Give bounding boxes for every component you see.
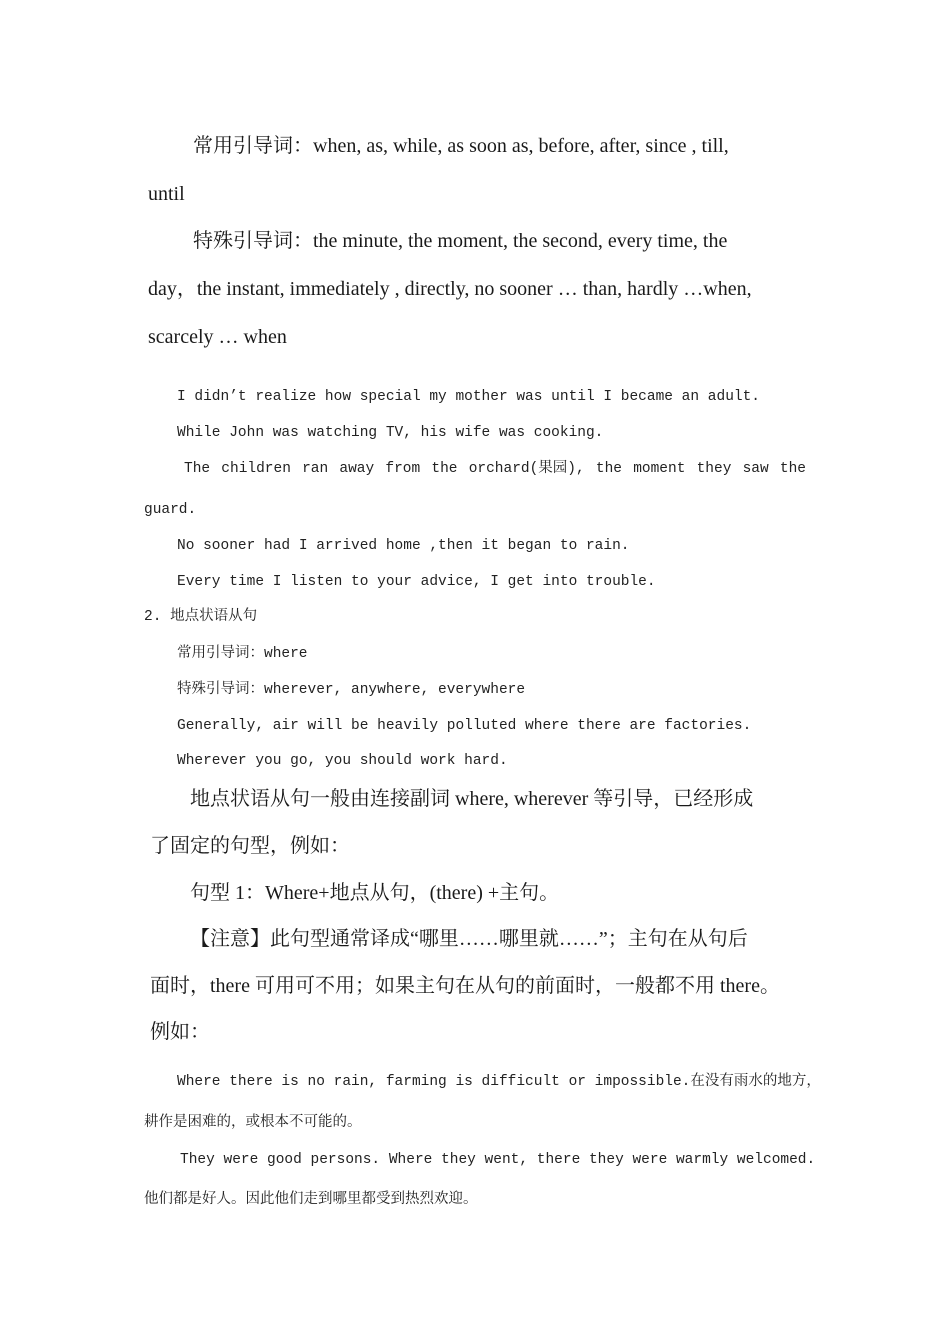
special-conjunctions-words: the minute, the moment, the second, every time, the bbox=[313, 230, 728, 252]
time-example-4: No sooner had I arrived home ,then it began to rain. bbox=[177, 538, 630, 554]
time-example-3: The children ran away from the orchard(果园), the moment they saw the bbox=[184, 461, 806, 477]
common-conjunctions-line bbox=[193, 134, 783, 158]
time-example-2: While John was watching TV, his wife was cooking. bbox=[177, 425, 604, 441]
common-conjunctions-label: 常用引导词： bbox=[193, 135, 313, 157]
common-conjunctions-words: when, as, while, as soon as, before, after, since , till, bbox=[313, 135, 729, 157]
place-special-conjunctions: 特殊引导词：wherever, anywhere, everywhere bbox=[177, 682, 526, 698]
note-line-3: 例如： bbox=[150, 1021, 210, 1043]
time-example-3-continuation: guard. bbox=[144, 502, 197, 518]
place-example-3-translation: 耕作是困难的，或根本不可能的。 bbox=[144, 1115, 362, 1131]
sentence-pattern-1: 句型 1：Where+地点从句，(there) +主句。 bbox=[190, 882, 560, 904]
special-conjunctions-line-2: day，the instant, immediately , directly, no sooner … than, hardly …when, bbox=[148, 278, 752, 300]
note-line-2: 面时，there 可用可不用；如果主句在从句的前面时，一般都不用 there。 bbox=[150, 975, 780, 997]
place-example-1: Generally, air will be heavily polluted where there are factories. bbox=[177, 718, 752, 734]
special-conjunctions-label: 特殊引导词： bbox=[193, 230, 313, 252]
special-conjunctions-line-3: scarcely … when bbox=[148, 326, 287, 348]
place-clause-intro-line-2: 了固定的句型，例如： bbox=[150, 835, 350, 857]
section-2-heading: 2. 地点状语从句 bbox=[144, 609, 258, 625]
place-example-2: Wherever you go, you should work hard. bbox=[177, 753, 508, 769]
common-conjunctions-continuation: until bbox=[148, 183, 185, 205]
note-line-1: 【注意】此句型通常译成“哪里……哪里就……”；主句在从句后 bbox=[190, 928, 748, 950]
place-example-4-translation: 他们都是好人。因此他们走到哪里都受到热烈欢迎。 bbox=[144, 1192, 478, 1208]
time-example-1: I didn’t realize how special my mother was until I became an adult. bbox=[177, 389, 760, 405]
special-conjunctions-line bbox=[193, 229, 783, 253]
place-clause-intro-line-1: 地点状语从句一般由连接副词 where, wherever 等引导，已经形成 bbox=[190, 788, 754, 810]
place-example-4: They were good persons. Where they went, there they were warmly welcomed. bbox=[180, 1152, 816, 1168]
time-example-5: Every time I listen to your advice, I get into trouble. bbox=[177, 574, 656, 590]
place-example-3: Where there is no rain, farming is difficult or impossible.在没有雨水的地方， bbox=[177, 1074, 821, 1090]
place-common-conjunctions: 常用引导词：where bbox=[177, 646, 308, 662]
